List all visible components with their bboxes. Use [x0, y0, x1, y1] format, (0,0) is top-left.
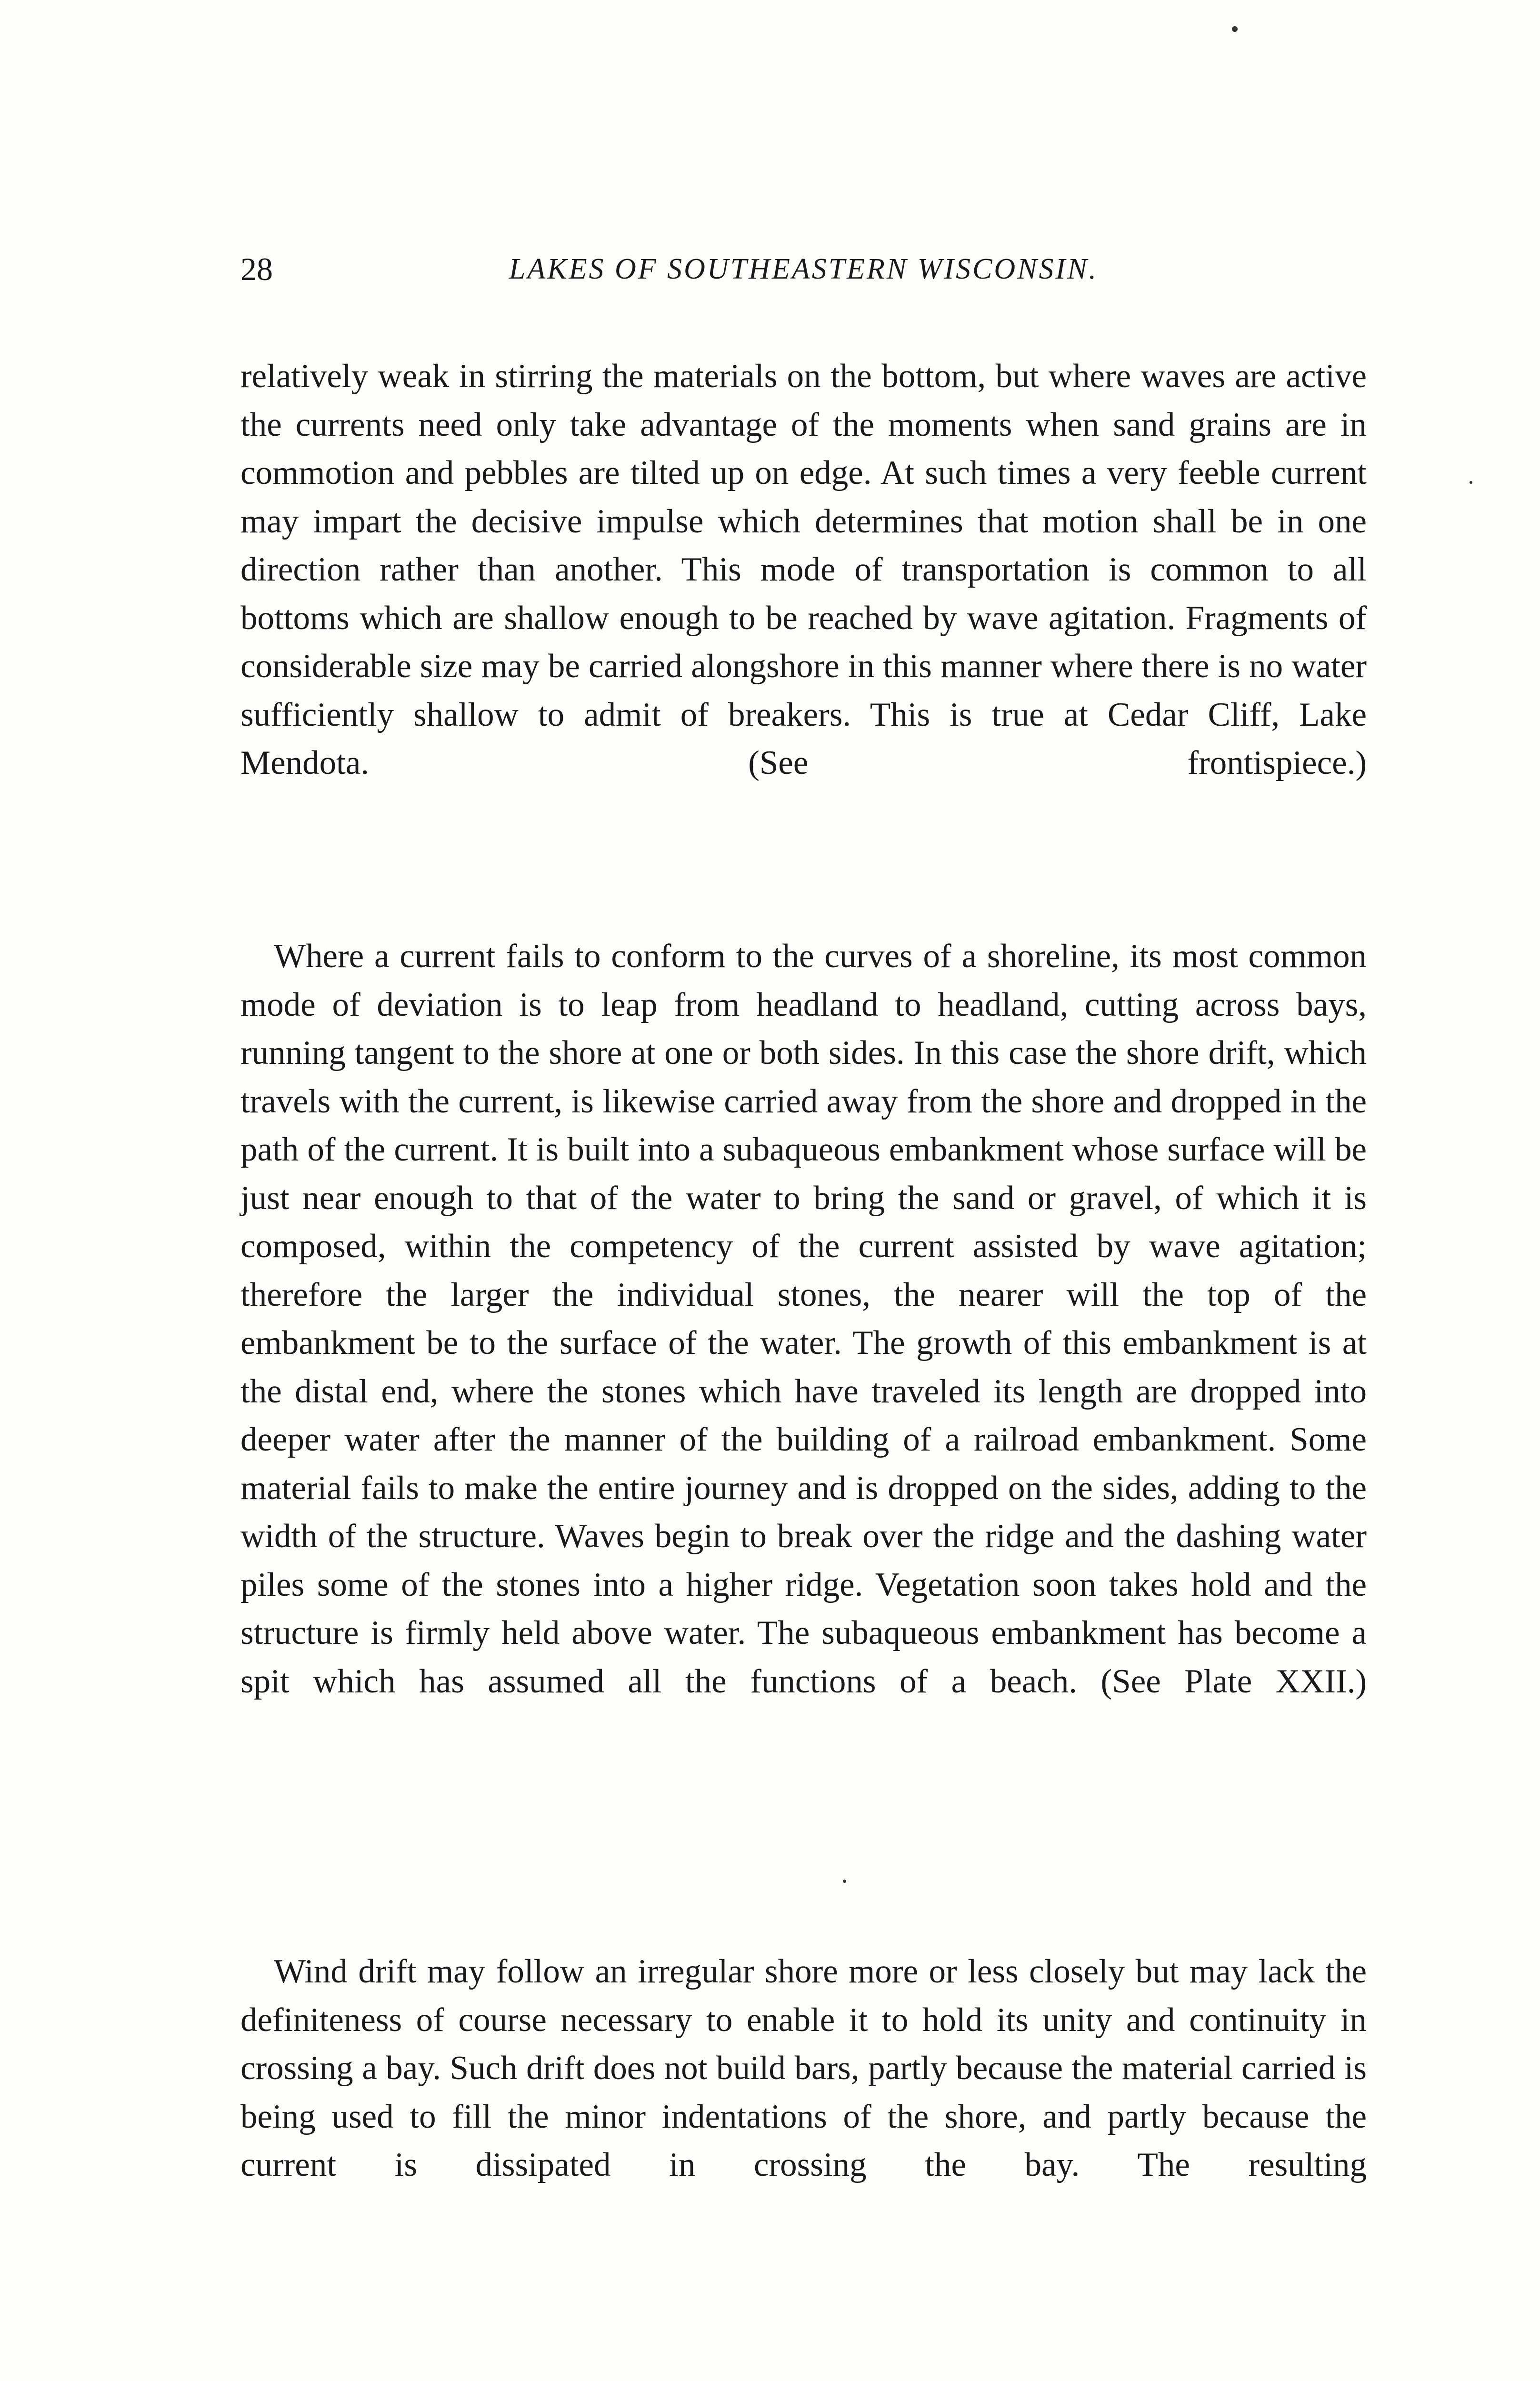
page-number: 28 [240, 251, 273, 287]
paragraph-1: relatively weak in stirring the materials on the bottom, but where waves are active the currents need only take advantage of the moments when sand grains are in commotion and pebbles are tilted up on edge. At such times a very feeble current may impart the decisive impulse which determines that motion shall be in one direction rather than another. This mode of transportation is common to all bottoms which are shallow enough to be reached by wave agitation. Fragments of considerable size may be carried alongshore in this manner where there is no water sufficiently shallow to admit of breakers. This is true at Cedar Cliff, Lake Mendota. (See frontispiece.) [240, 358, 1367, 781]
running-head: LAKES OF SOUTHEASTERN WISCONSIN. [509, 253, 1099, 285]
ink-speck [843, 1880, 846, 1883]
ink-speck [1232, 26, 1238, 32]
paragraph-3: Wind drift may follow an irregular shore more or less closely but may lack the definiteness of course necessary to enable it to hold its unity and continuity in crossing a bay. Such drift does not build bars, partly because the material carried is being used to fill the minor indentations of the shore, and partly because the current is dissipated in crossing the bay. The resulting [240, 1953, 1367, 2183]
paragraph-2: Where a current fails to conform to the curves of a shoreline, its most common mode of deviation is to leap from headland to headland, cutting across bays, running tangent to the shore at one or both sides. In this case the shore drift, which travels with the current, is likewise carried away from the shore and dropped in the path of the current. It is built into a subaqueous embankment whose surface will be just near enough to that of the water to bring the sand or gravel, of which it is composed, within the competency of the current assisted by wave agitation; therefore the larger the individual stones, the nearer will the top of the embankment be to the surface of the water. The growth of this embankment is at the distal end, where the stones which have traveled its length are dropped into deeper water after the manner of the building of a railroad embankment. Some material fails to make the entire journey and is dropped on the sides, adding to the width of the structure. Waves begin to break over the ridge and the dashing water piles some of the stones into a higher ridge. Vegetation soon takes hold and the structure is firmly held above water. The subaqueous embankment has become a spit which has assumed all the functions of a beach. (See Plate XXII.) [240, 938, 1367, 1700]
body-text [240, 352, 1367, 2238]
page-header [240, 248, 1367, 290]
ink-speck [1470, 481, 1472, 484]
